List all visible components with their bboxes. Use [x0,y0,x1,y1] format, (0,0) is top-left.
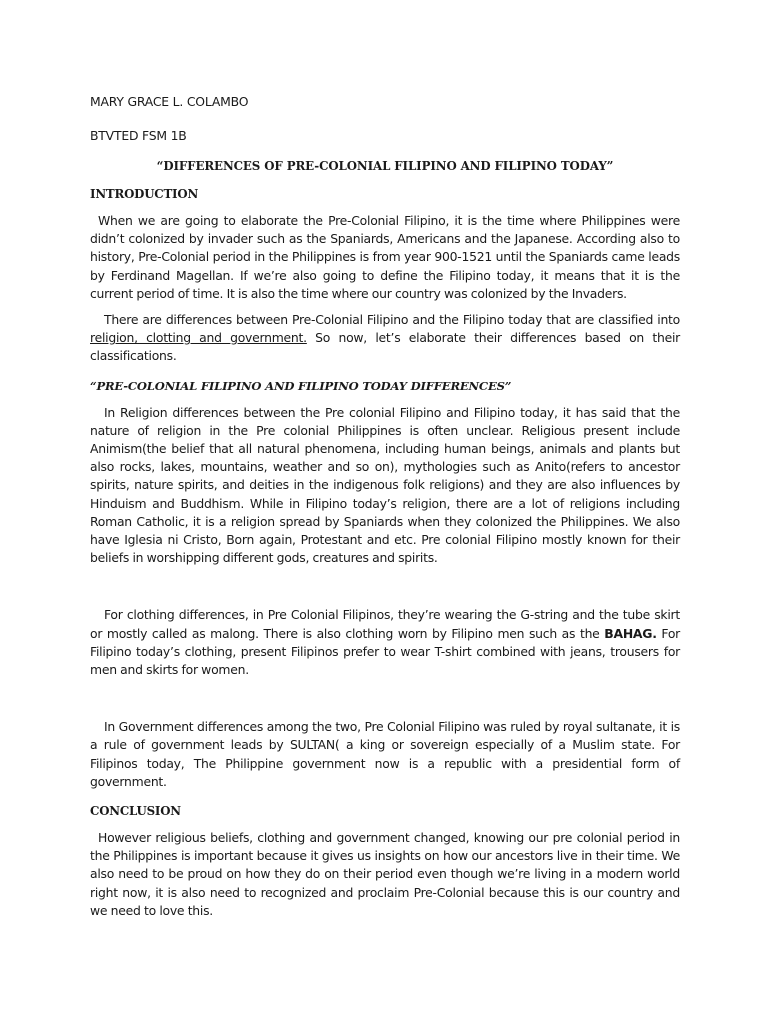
author-course: BTVTED FSM 1B [90,128,187,143]
differences-heading: “PRE-COLONIAL FILIPINO AND FILIPINO TODAY DIFFERENCES” [90,378,512,393]
religion-paragraph-text: In Religion differences between the Pre colonial Filipino and Filipino today, it has said that the nature of religion in the Pre colonial Philippines is often unclear. Religious present include Animism(the belief that all natural phenomena, including human beings, animals and plants but also rocks, lakes, mountains, weather and so on), mythologies such as Anito(refers to ancestor spirits, nature spirits, and deities in the indigenous folk religions) and they are also influences by Hinduism and Buddhism. While in Filipino today’s religion, there are a lot of religions including Roman Catholic, it is a religion spread by Spaniards when they colonized the Philippines. We also have Iglesia ni Cristo, Born again, Protestant and etc. Pre colonial Filipino mostly known for their beliefs in worshipping different gods, creatures and spirits. [90,404,680,566]
clothing-paragraph-start: For clothing differences, in Pre Colonial Filipinos, they’re wearing the G-string and the tube skirt or mostly called as malong. There is also clothing worn by Filipino men such as the [90,607,680,641]
religion-paragraph [90,404,680,568]
introduction-paragraph-2-start: There are differences between Pre-Colonial Filipino and the Filipino today that are classified into [104,312,680,328]
bahag-term: BAHAG. [604,625,657,641]
clothing-paragraph-end: For Filipino today’s clothing, present Filipinos prefer to wear T-shirt combined with jeans, trousers for men and skirts for women. [90,625,680,678]
essay-content [90,93,680,931]
author-name: MARY GRACE L. COLAMBO [90,94,249,109]
introduction-paragraph-1-text: When we are going to elaborate the Pre-Colonial Filipino, it is the time where Philippines were didn’t colonized by invader such as the Spaniards, Americans and the Japanese. According also to history, Pre-Colonial period in the Philippines is from year 900-1521 until the Spaniards came leads by Ferdinand Magellan. If we’re also going to define the Filipino today, it means that it is the current period of time. It is also the time where our country was colonized by the Invaders. [90,213,680,301]
introduction-heading: INTRODUCTION [90,187,199,201]
government-paragraph-text: In Government differences among the two, Pre Colonial Filipino was ruled by royal sultanate, it is a rule of government leads by SULTAN( a king or sovereign especially of a Muslim state. For Filipinos today, The Philippine government now is a republic with a presidential form of government. [90,719,680,789]
conclusion-paragraph-text: However religious beliefs, clothing and government changed, knowing our pre colonial period in the Philippines is important because it gives us insights on how our ancestors live in their time. We also need to be proud on how they do on their period even though we’re living in a modern world right now, it is also need to recognized and proclaim Pre-Colonial because this is our country and we need to love this. [90,830,680,918]
government-paragraph [90,718,680,791]
conclusion-heading: CONCLUSION [90,804,181,819]
conclusion-paragraph [90,829,680,920]
introduction-paragraph-2 [90,311,680,366]
clothing-paragraph [90,606,680,679]
introduction-paragraph-1 [90,212,680,303]
essay-title: “DIFFERENCES OF PRE-COLONIAL FILIPINO AND FILIPINO TODAY” [156,159,614,173]
classifications-underlined: religion, clotting and government. [90,330,307,346]
introduction-paragraph-2-end: So now, let’s elaborate their differences based on their classifications. [90,330,680,364]
